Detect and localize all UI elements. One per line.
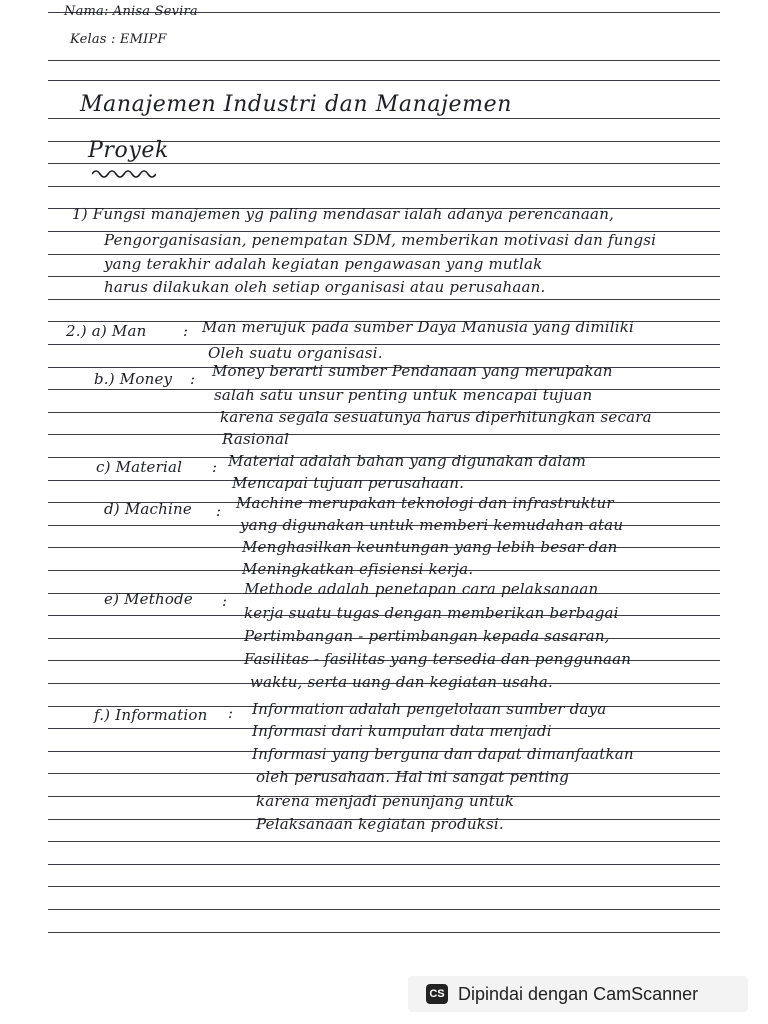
ruled-line [48,864,720,865]
ruled-line [48,932,720,933]
item-separator: : [216,502,222,520]
ruled-line [48,60,720,61]
item-text-line: Meningkatkan efisiensi kerja. [242,560,474,578]
camscanner-watermark [408,976,748,1012]
ruled-line [48,841,720,842]
class-line: Kelas : EMIPF [70,32,167,47]
item-label-material: c) Material [96,458,183,476]
ruled-line [48,344,720,345]
name-line: Nama: Anisa Sevira [64,4,198,19]
item-label-information: f.) Information [94,706,208,724]
answer-1-line: Pengorganisasian, penempatan SDM, memberikan motivasi dan fungsi [104,231,657,249]
answer-1-line: 1) Fungsi manajemen yg paling mendasar ialah adanya perencanaan, [72,205,615,223]
item-text-line: salah satu unsur penting untuk mencapai tujuan [214,386,593,404]
item-text-line: Mencapai tujuan perusahaan. [232,474,465,492]
item-text-line: Machine merupakan teknologi dan infrastruktur [236,494,614,512]
answer-1-line: harus dilakukan oleh setiap organisasi atau perusahaan. [104,278,546,296]
item-text-line: Pertimbangan - pertimbangan kepada sasaran, [244,627,610,645]
item-label-machine: d) Machine [104,500,192,518]
camscanner-logo-icon: CS [426,984,448,1004]
item-text-line: karena segala sesuatunya harus diperhitungkan secara [220,408,652,426]
camscanner-text: Dipindai dengan CamScanner [458,983,699,1004]
ruled-line [48,118,720,119]
page-title: Manajemen Industri dan Manajemen [80,92,512,117]
item-label-money: b.) Money [94,370,173,388]
answer-1-line: yang terakhir adalah kegiatan pengawasan yang mutlak [104,255,543,273]
item-text-line: Fasilitas - fasilitas yang tersedia dan penggunaan [244,650,632,668]
item-separator: : [190,370,196,388]
ruled-line [48,276,720,277]
item-text-line: Informasi dari kumpulan data menjadi [252,722,552,740]
ruled-line [48,163,720,164]
item-text-line: karena menjadi penunjang untuk [256,792,515,810]
ruled-line [48,299,720,300]
item-text-line: yang digunakan untuk memberi kemudahan atau [240,516,624,534]
item-separator: : [212,458,218,476]
item-label-methode: e) Methode [104,590,193,608]
ruled-line [48,186,720,187]
item-text-line: Material adalah bahan yang digunakan dalam [228,452,586,470]
title-underline-squiggle [92,168,156,178]
page-title-continued: Proyek [88,138,169,163]
item-text-line: Man merujuk pada sumber Daya Manusia yang dimiliki [202,318,635,336]
item-text-line: Rasional [222,430,290,448]
item-text-line: Pelaksanaan kegiatan produksi. [256,815,504,833]
item-text-line: Money berarti sumber Pendanaan yang merupakan [212,362,613,380]
item-text-line: waktu, serta uang dan kegiatan usaha. [250,673,553,691]
item-separator: : [183,322,189,340]
ruled-line [48,434,720,435]
item-text-line: Oleh suatu organisasi. [208,344,383,362]
item-text-line: kerja suatu tugas dengan memberikan berbagai [244,604,619,622]
item-separator: : [222,592,228,610]
item-label-man: 2.) a) Man [66,322,147,340]
item-separator: : [228,704,234,722]
ruled-line [48,80,720,81]
item-text-line: Informasi yang berguna dan dapat dimanfaatkan [252,745,634,763]
item-text-line: Information adalah pengelolaan sumber daya [252,700,607,718]
item-text-line: oleh perusahaan. Hal ini sangat penting [256,768,570,786]
ruled-line [48,886,720,887]
item-text-line: Menghasilkan keuntungan yang lebih besar dan [242,538,618,556]
ruled-line [48,909,720,910]
item-text-line: Methode adalah penetapan cara pelaksanaan [244,580,599,598]
